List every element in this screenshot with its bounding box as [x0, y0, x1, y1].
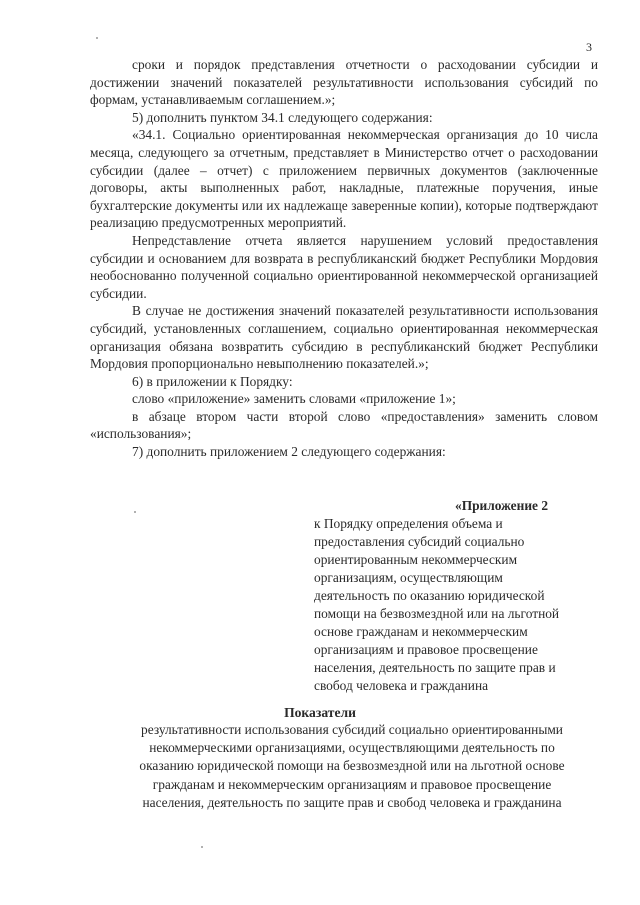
indicators-description: [108, 721, 596, 812]
indicators-title: Показатели: [284, 705, 356, 720]
appendix-reference-block: [314, 515, 606, 695]
appendix-line: основе гражданам и некоммерческим: [314, 624, 528, 639]
appendix-line: помощи на безвозмездной или на льготной: [314, 606, 560, 621]
appendix-line: к Порядку определения объема и: [314, 516, 503, 531]
paragraph-item-5: 5) дополнить пунктом 34.1 следующего содержания:: [132, 109, 433, 125]
appendix-line: организациям и правовое просвещение: [314, 642, 538, 657]
appendix-line: предоставления субсидий социально: [314, 534, 525, 549]
appendix-line: свобод человека и гражданина: [314, 678, 489, 693]
appendix-title: [455, 497, 548, 515]
scan-speck: [96, 37, 98, 39]
indicators-line: гражданам и некоммерческим организациям и правовое просвещение: [152, 776, 552, 792]
appendix-line: организациям, осуществляющим: [314, 570, 503, 585]
indicators-line: оказанию юридической помощи на безвозмездной или на льготной основе: [139, 758, 565, 774]
scan-speck: [134, 511, 136, 513]
paragraph-reporting-terms: сроки и порядок представления отчетности о расходовании субсидии и достижении значений показателей результативности использования субсидий по формам, устанавливаемым соглашением.»;: [90, 57, 598, 108]
scan-speck: [201, 846, 203, 848]
paragraph-second-part-replacement: в абзаце втором части второй слово «предоставления» заменить словом «использования»;: [90, 408, 598, 442]
indicators-line: населения, деятельность по защите прав и свобод человека и гражданина: [142, 794, 562, 810]
appendix-title-text: «Приложение 2: [455, 498, 549, 513]
paragraph-item-7: 7) дополнить приложением 2 следующего содержания:: [132, 444, 446, 460]
document-body: [90, 56, 598, 461]
paragraph-word-replacement: слово «приложение» заменить словами «приложение 1»;: [132, 391, 456, 407]
paragraph-item-6: 6) в приложении к Порядку:: [132, 373, 293, 389]
paragraph-nonsubmission: Непредставление отчета является нарушением условий предоставления субсидии и основанием для возврата в республиканский бюджет Республики Мордовия необоснованно полученной социально ориентированной некоммерческой организацией субсидии.: [90, 232, 598, 301]
page-number: 3: [586, 40, 592, 54]
appendix-line: ориентированным некоммерческим: [314, 552, 518, 567]
paragraph-clause-34-1: «34.1. Социально ориентированная некоммерческая организация до 10 числа месяца, следующего за отчетным, представляет в Министерство отчет о расходовании субсидии (далее – отчет) с приложением первичных документов (заключенные договоры, акты выполненных работ, накладные, платежные поручения, иные бухгалтерские документы или их надлежаще заверенные копии), которые подтверждают реализацию предусмотренных мероприятий.: [90, 127, 598, 231]
indicators-line: некоммерческими организациями, осуществляющими деятельность по: [149, 740, 555, 756]
indicators-line: результативности использования субсидий социально ориентированными: [141, 722, 563, 737]
appendix-line: деятельность по оказанию юридической: [314, 588, 545, 603]
appendix-line: населения, деятельность по защите прав и: [314, 660, 556, 675]
paragraph-non-achievement: В случае не достижения значений показателей результативности использования субсидий, установленных соглашением, социально ориентированная некоммерческая организация обязана возвратить субсидию в республиканский бюджет Республики Мордовия пропорционально невыполнению показателей.»;: [90, 303, 598, 372]
